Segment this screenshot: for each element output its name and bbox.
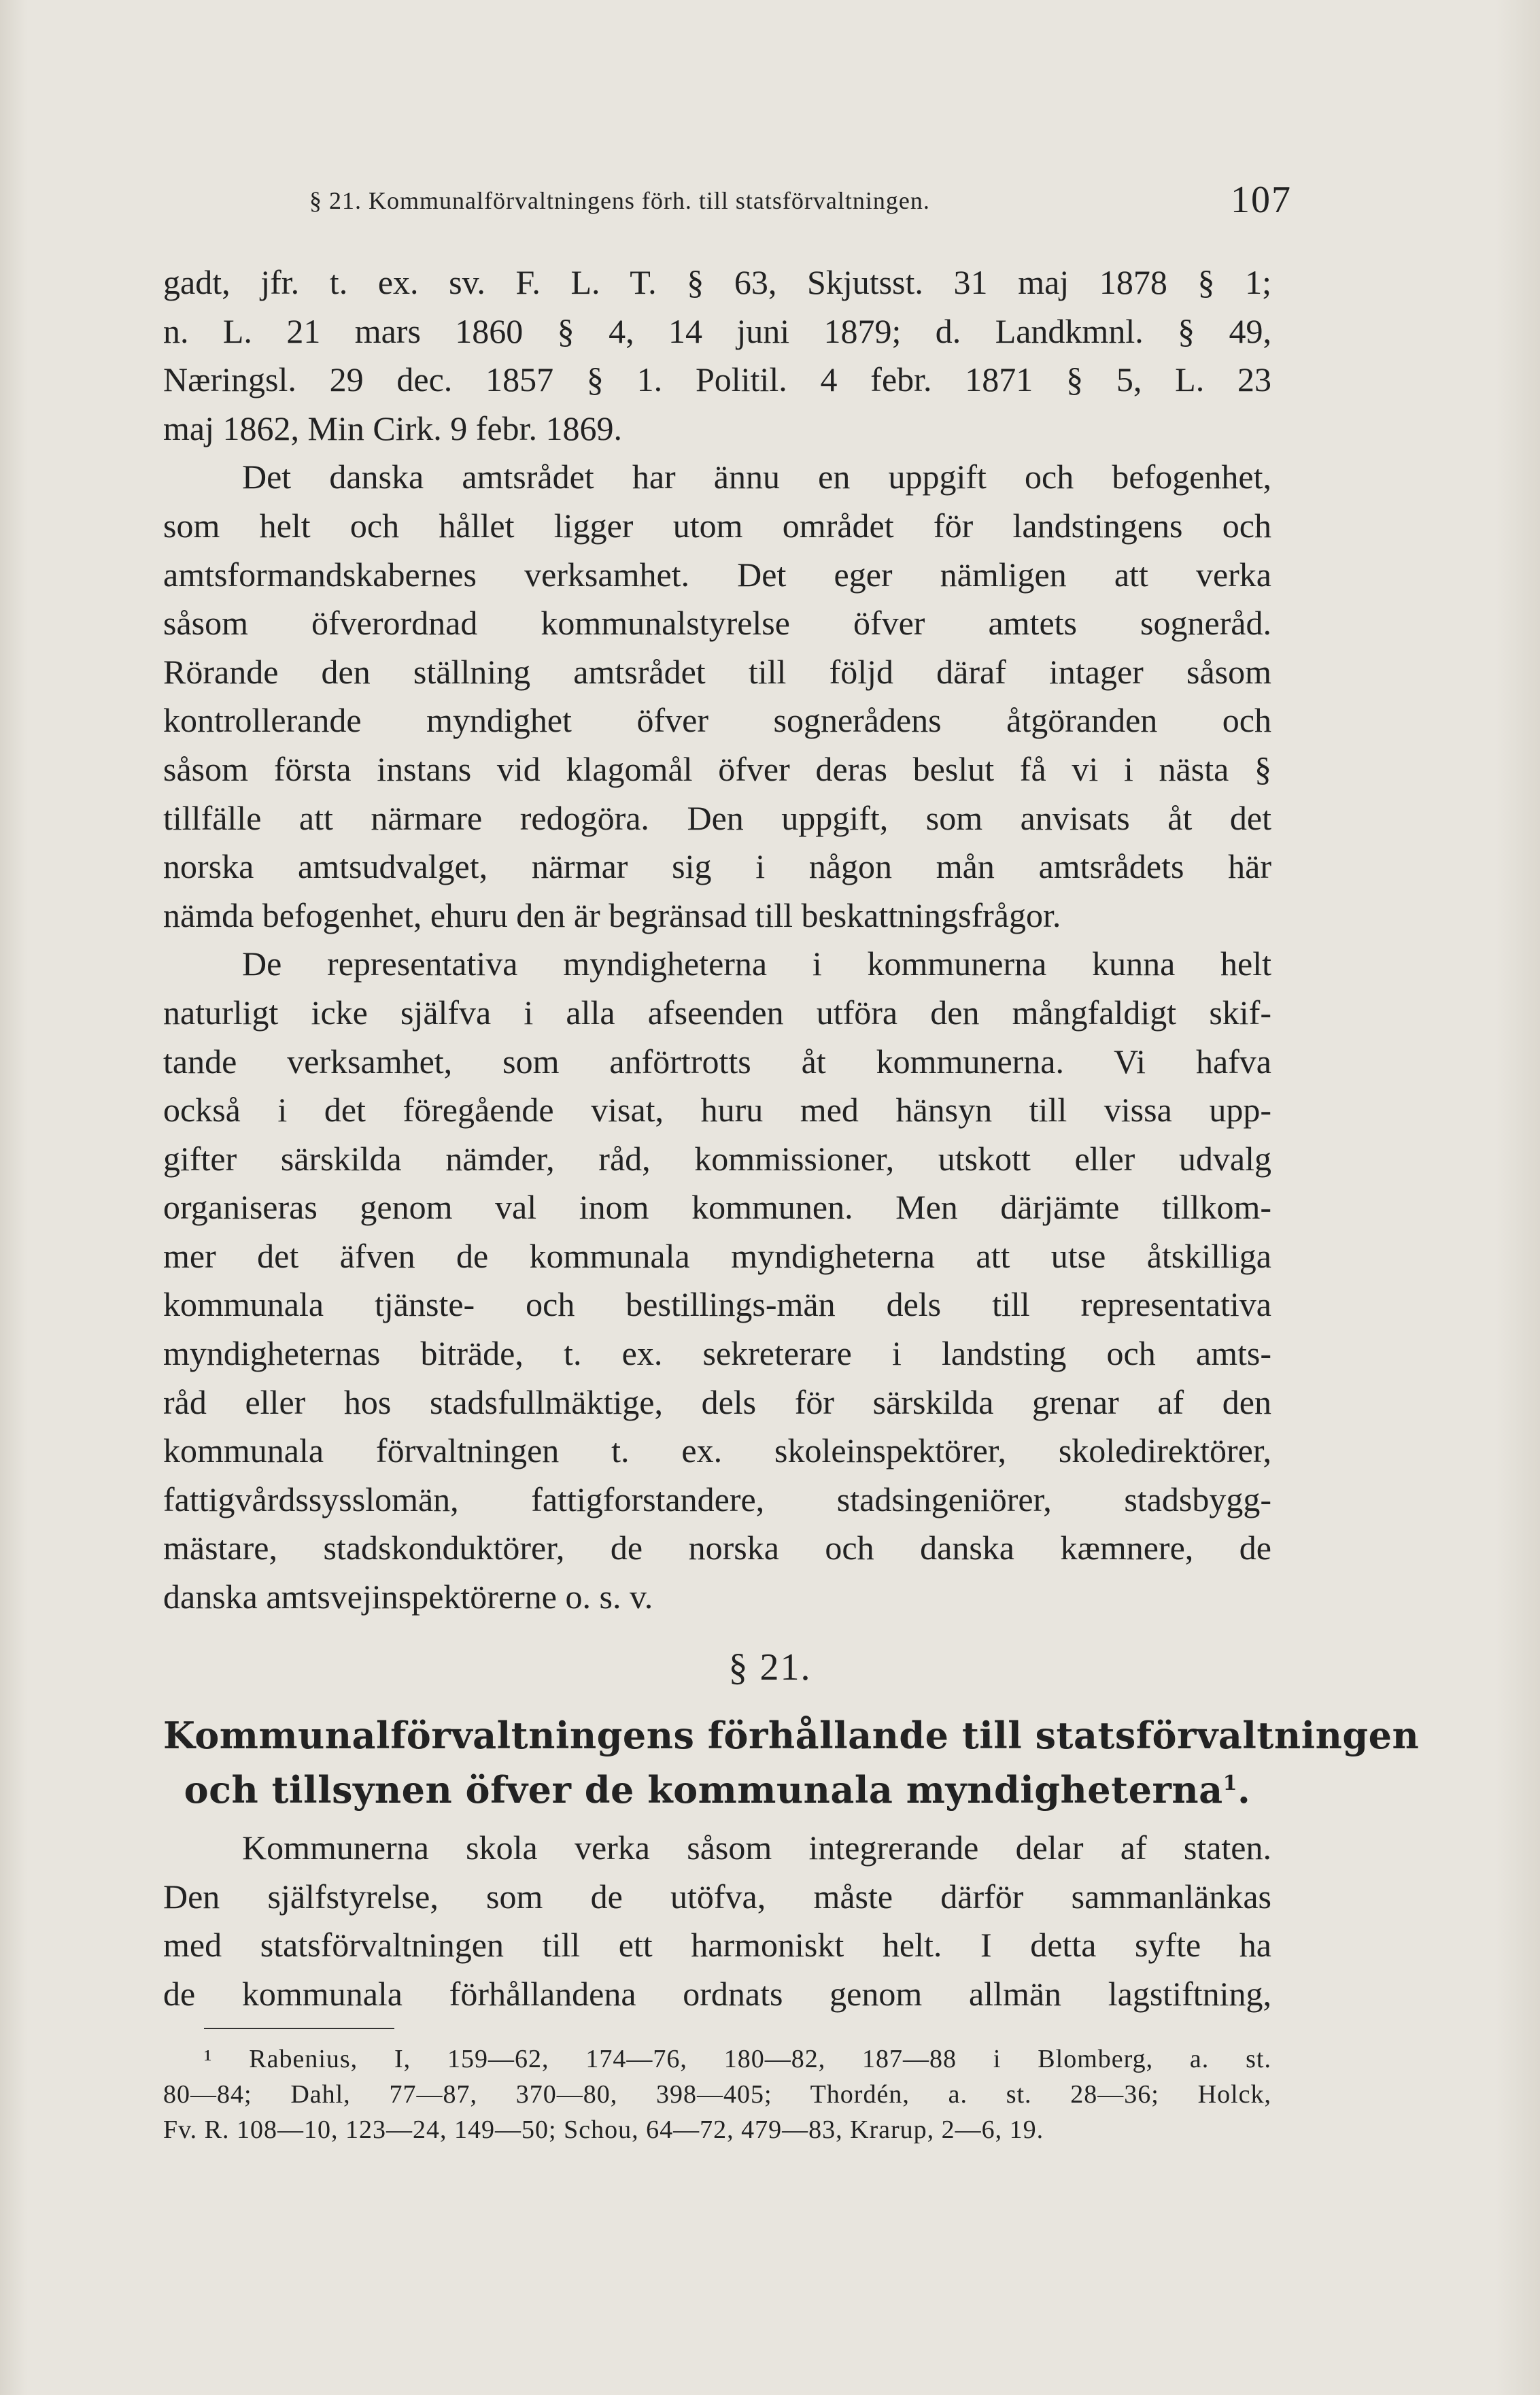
text-line: amtsformandskabernes verksamhet. Det eger nämligen att verka — [163, 555, 1271, 594]
body-text-top — [163, 258, 1271, 1622]
text-line: kontrollerande myndighet öfver sognerådens åtgöranden och — [163, 701, 1271, 740]
text-line: mästare, stadskonduktörer, de norska och danska kæmnere, de — [163, 1529, 1271, 1567]
section-heading-end: . — [1237, 1768, 1251, 1812]
text-line: Næringsl. 29 dec. 1857 § 1. Politil. 4 febr. 1871 § 5, L. 23 — [163, 360, 1271, 399]
text-line: naturligt icke själfva i alla afseenden utföra den mångfaldigt skif- — [163, 993, 1271, 1032]
section-heading-text: och tillsynen öfver de kommunala myndigheterna — [184, 1768, 1223, 1812]
text-line: som helt och hållet ligger utom området för landstingens och — [163, 506, 1271, 545]
footnote-line: Fv. R. 108—10, 123—24, 149—50; Schou, 64—72, 479—83, Krarup, 2—6, 19. — [163, 2116, 1044, 2144]
text-line: kommunala tjänste- och bestillings-män dels till representativa — [163, 1285, 1271, 1324]
running-head — [309, 178, 1292, 219]
text-line: nämda befogenhet, ehuru den är begränsad till beskattningsfrågor. — [163, 896, 1061, 934]
footnote-divider — [204, 2028, 394, 2029]
text-line: Kommunerna skola verka såsom integrerande delar af staten. — [242, 1829, 1271, 1867]
text-line: n. L. 21 mars 1860 § 4, 14 juni 1879; d. Landkmnl. § 49, — [163, 311, 1271, 350]
text-line: myndigheternas biträde, t. ex. sekreterare i landsting och amts- — [163, 1334, 1271, 1373]
footnote-reference: 1 — [1222, 1771, 1238, 1795]
text-line: danska amtsvejinspektörerne o. s. v. — [163, 1578, 653, 1616]
text-line: fattigvårdssysslomän, fattigforstandere, stadsingeniörer, stadsbygg- — [163, 1480, 1271, 1518]
text-line: råd eller hos stadsfullmäktige, dels för särskilda grenar af den — [163, 1382, 1271, 1421]
footnotes — [163, 2041, 1271, 2147]
footnote-line: 80—84; Dahl, 77—87, 370—80, 398—405; Thordén, a. st. 28—36; Holck, — [163, 2080, 1271, 2109]
text-line: gifter särskilda nämder, råd, kommissioner, utskott eller udvalg — [163, 1139, 1271, 1178]
body-text-bottom — [163, 1824, 1271, 2018]
page-number: 107 — [1231, 179, 1292, 221]
text-line: mer det äfven de kommunala myndigheterna att utse åtskilliga — [163, 1236, 1271, 1275]
text-line: såsom första instans vid klagomål öfver deras beslut få vi i nästa § — [163, 749, 1271, 788]
section-heading-line-2 — [163, 1768, 1271, 1812]
text-line: organiseras genom val inom kommunen. Men därjämte tillkom- — [163, 1188, 1271, 1227]
text-line: Den själfstyrelse, som de utöfva, måste därför sammanlänkas — [163, 1877, 1271, 1916]
text-line: också i det föregående visat, huru med hänsyn till vissa upp- — [163, 1091, 1271, 1129]
text-line: såsom öfverordnad kommunalstyrelse öfver amtets sogneråd. — [163, 604, 1271, 643]
footnote-line: ¹ Rabenius, I, 159—62, 174—76, 180—82, 187—88 i Blomberg, a. st. — [204, 2045, 1271, 2073]
text-line: tillfälle att närmare redogöra. Den uppgift, som anvisats åt det — [163, 798, 1271, 837]
section-number: § 21. — [728, 1646, 812, 1688]
text-line: de kommunala förhållandena ordnats genom allmän lagstiftning, — [163, 1974, 1271, 2013]
text-line: maj 1862, Min Cirk. 9 febr. 1869. — [163, 409, 622, 447]
text-line: norska amtsudvalget, närmar sig i någon mån amtsrådets här — [163, 847, 1271, 886]
text-line: kommunala förvaltningen t. ex. skoleinspektörer, skoledirektörer, — [163, 1431, 1271, 1470]
text-line: gadt, jfr. t. ex. sv. F. L. T. § 63, Skjutsst. 31 maj 1878 § 1; — [163, 263, 1271, 301]
text-line: De representativa myndigheterna i kommunerna kunna helt — [242, 945, 1271, 983]
text-line: med statsförvaltningen till ett harmoniskt helt. I detta syfte ha — [163, 1926, 1271, 1965]
text-line: tande verksamhet, som anförtrotts åt kommunerna. Vi hafva — [163, 1042, 1271, 1081]
text-line: Rörande den ställning amtsrådet till följd däraf intager såsom — [163, 652, 1271, 691]
section-heading-line-1: Kommunalförvaltningens förhållande till statsförvaltningen — [163, 1714, 1420, 1757]
text-line: Det danska amtsrådet har ännu en uppgift och befogenhet, — [242, 458, 1271, 496]
running-title: § 21. Kommunalförvaltningens förh. till statsförvaltningen. — [309, 187, 930, 214]
